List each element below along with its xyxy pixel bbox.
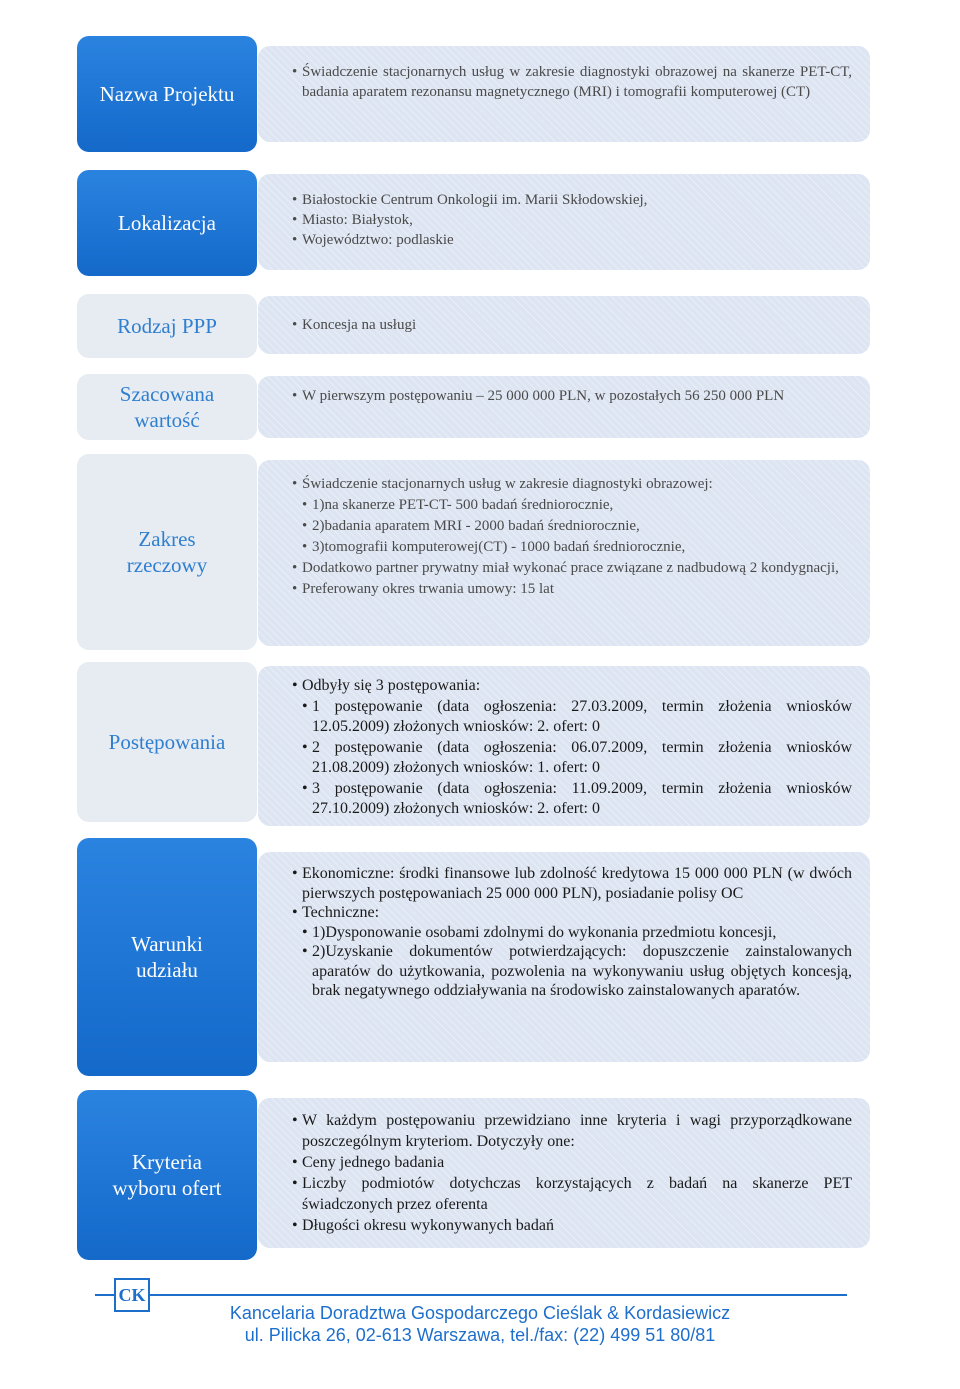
list-item: • Preferowany okres trwania umowy: 15 lat xyxy=(278,579,852,600)
list-item: • Województwo: podlaskie xyxy=(278,230,852,250)
section-label-project-name: Nazwa Projektu xyxy=(77,36,257,152)
list-item: • 3 postępowanie (data ogłoszenia: 11.09.2009, termin złożenia wniosków 27.10.2009) złożonych wniosków: 2. ofert: 0 xyxy=(278,779,852,820)
section-content-project-name xyxy=(258,46,870,142)
list-item: • Dodatkowo partner prywatny miał wykonać prace związane z nadbudową 2 kondygnacji, xyxy=(278,558,852,579)
list-item: • 3)tomografii komputerowej(CT) - 1000 badań średniorocznie, xyxy=(278,537,852,558)
section-label-estimated-value: Szacowana wartość xyxy=(77,374,257,440)
list-item: • Ceny jednego badania xyxy=(278,1152,852,1173)
list-item: • Koncesja na usługi xyxy=(278,315,852,335)
footer-divider xyxy=(95,1294,847,1296)
section-label-location: Lokalizacja xyxy=(77,170,257,276)
section-content-scope xyxy=(258,460,870,646)
list-item: • Ekonomiczne: środki finansowe lub zdolność kredytowa 15 000 000 PLN (w dwóch pierwszych postępowaniach 25 000 000 PLN), posiadanie polisy OC xyxy=(278,864,852,903)
company-logo: CK xyxy=(114,1278,150,1312)
list-item: • 1)na skanerze PET-CT- 500 badań średniorocznie, xyxy=(278,495,852,516)
list-item: • Świadczenie stacjonarnych usług w zakresie diagnostyki obrazowej na skanerze PET-CT, badania aparatem rezonansu magnetycznego (MRI) i tomografii komputerowej (CT) xyxy=(278,62,852,102)
footer-address: ul. Pilicka 26, 02-613 Warszawa, tel./fax: (22) 499 51 80/81 xyxy=(244,1325,716,1345)
list-item: • Odbyły się 3 postępowania: xyxy=(278,676,852,697)
footer-company-name: Kancelaria Doradztwa Gospodarczego Cieślak & Kordasiewicz xyxy=(229,1303,731,1323)
section-content-ppp-type xyxy=(258,296,870,354)
section-content-location xyxy=(258,174,870,270)
section-content-participation-conditions xyxy=(258,852,870,1062)
list-item: • 2)badania aparatem MRI - 2000 badań średniorocznie, xyxy=(278,516,852,537)
list-item: • 2 postępowanie (data ogłoszenia: 06.07.2009, termin złożenia wniosków 21.08.2009) złożonych wniosków: 1. ofert: 0 xyxy=(278,738,852,779)
list-item: • Długości okresu wykonywanych badań xyxy=(278,1215,852,1236)
section-label-proceedings: Postępowania xyxy=(77,662,257,822)
list-item: • W każdym postępowaniu przewidziano inne kryteria i wagi przyporządkowane poszczególnym kryteriom. Dotyczyły one: xyxy=(278,1110,852,1152)
section-label-scope: Zakres rzeczowy xyxy=(77,454,257,650)
list-item: • Liczby podmiotów dotychczas korzystających z badań na skanerze PET świadczonych przez oferenta xyxy=(278,1173,852,1215)
list-item: • Białostockie Centrum Onkologii im. Marii Skłodowskiej, xyxy=(278,190,852,210)
section-label-participation-conditions: Warunki udziału xyxy=(77,838,257,1076)
list-item: • W pierwszym postępowaniu – 25 000 000 PLN, w pozostałych 56 250 000 PLN xyxy=(278,386,852,406)
list-item: • 1 postępowanie (data ogłoszenia: 27.03.2009, termin złożenia wniosków 12.05.2009) złożonych wniosków: 2. ofert: 0 xyxy=(278,697,852,738)
list-item: • Świadczenie stacjonarnych usług w zakresie diagnostyki obrazowej: xyxy=(278,474,852,495)
list-item: • Miasto: Białystok, xyxy=(278,210,852,230)
list-item: • 1)Dysponowanie osobami zdolnymi do wykonania przedmiotu koncesji, xyxy=(278,923,852,943)
section-content-selection-criteria xyxy=(258,1098,870,1248)
section-content-proceedings xyxy=(258,666,870,826)
section-label-ppp-type: Rodzaj PPP xyxy=(77,294,257,358)
section-label-selection-criteria: Kryteria wyboru ofert xyxy=(77,1090,257,1260)
section-content-estimated-value xyxy=(258,376,870,438)
list-item: • Techniczne: xyxy=(278,903,852,923)
list-item: • 2)Uzyskanie dokumentów potwierdzających: dopuszczenie zainstalowanych aparatów do użytkowania, pozwolenia na wykonywaniu usług objętych koncesją, brak negatywnego oddziaływania na środowisko zainstalowanych aparatów. xyxy=(278,942,852,1001)
